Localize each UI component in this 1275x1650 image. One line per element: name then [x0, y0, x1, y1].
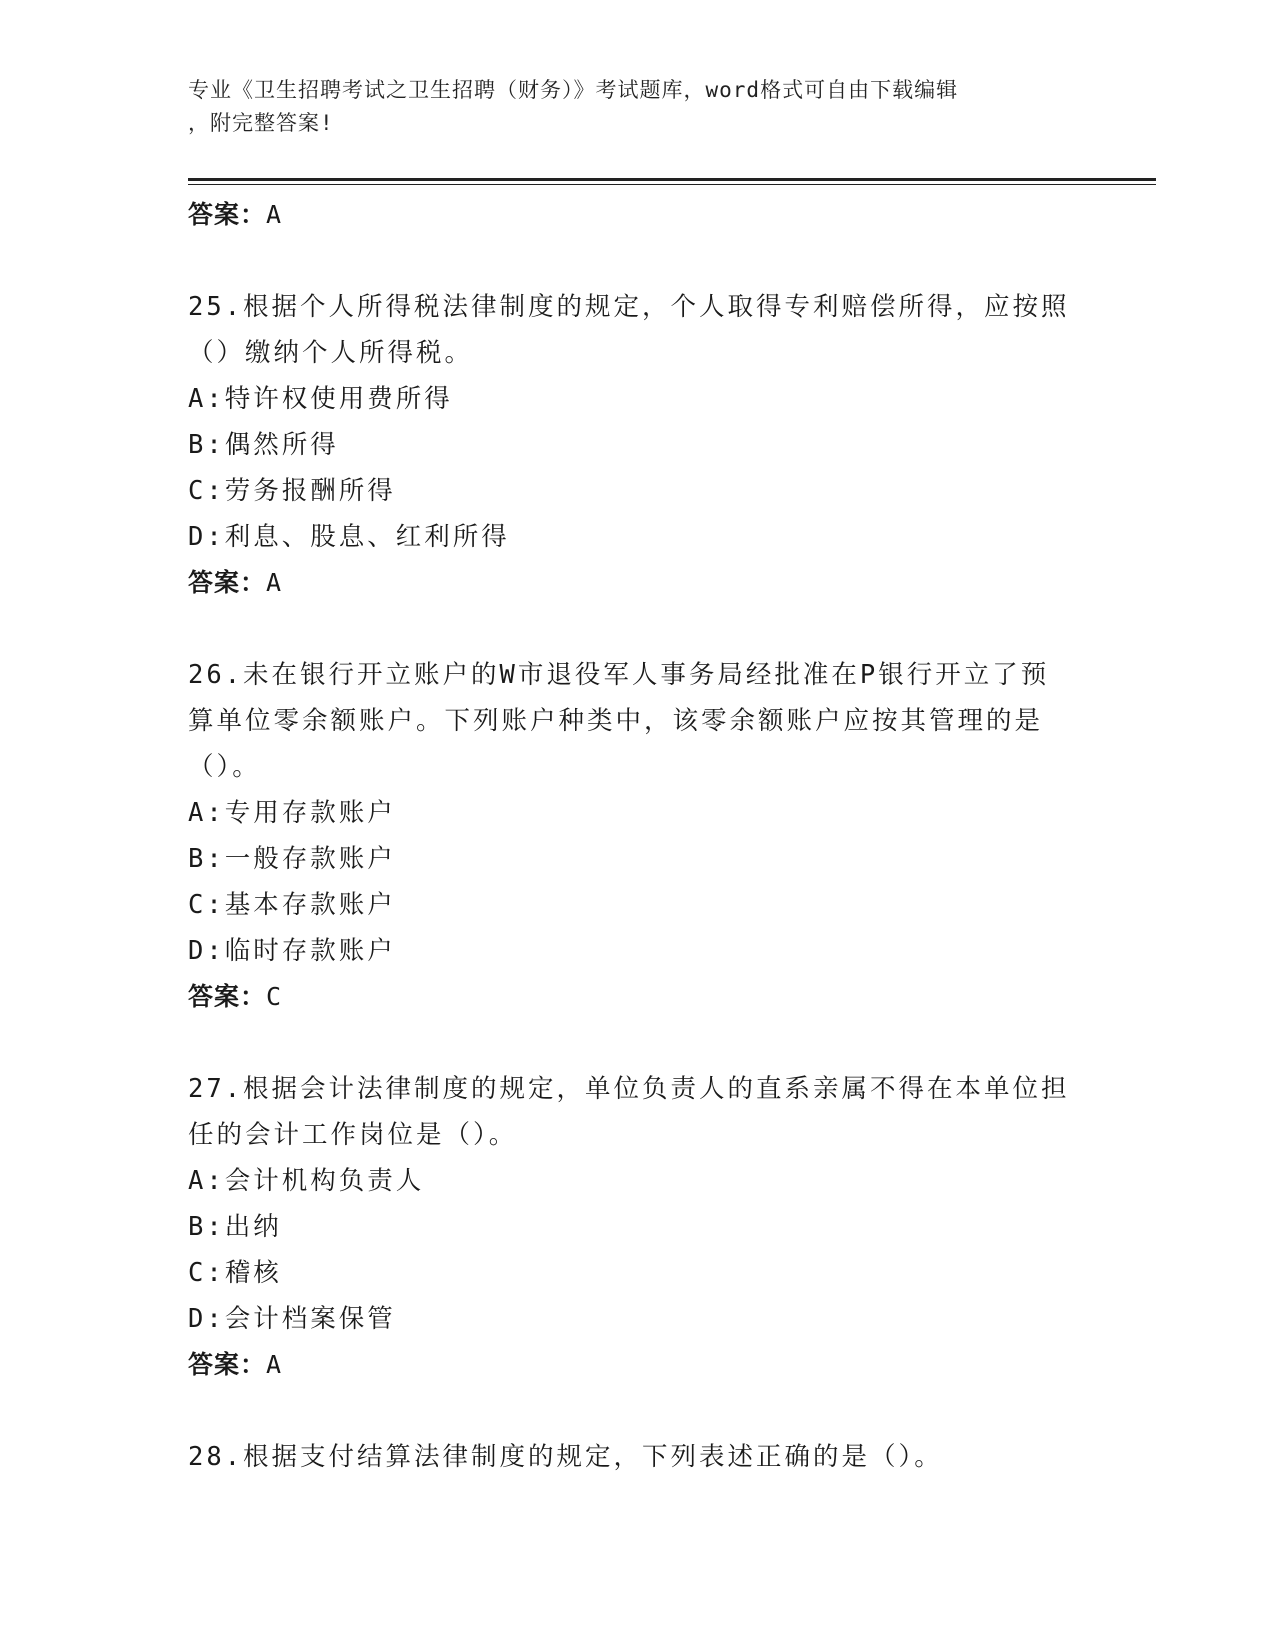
question-block — [188, 284, 1088, 606]
answer-value: A — [266, 568, 283, 597]
question-text-line: 25.根据个人所得税法律制度的规定，个人取得专利赔偿所得，应按照 — [188, 292, 1070, 322]
option-a: A:专用存款账户 — [188, 798, 396, 828]
spacer — [188, 238, 1088, 284]
answer-line — [188, 974, 1088, 1020]
option-d: D:利息、股息、红利所得 — [188, 522, 510, 552]
header-rule-thick — [188, 178, 1156, 181]
option-a: A:特许权使用费所得 — [188, 384, 453, 414]
option-b: B:一般存款账户 — [188, 844, 396, 874]
answer-label: 答案： — [188, 1350, 267, 1379]
answer-value: A — [266, 1350, 283, 1379]
answer-label: 答案： — [188, 200, 267, 229]
answer-line — [188, 1342, 1088, 1388]
question-block — [188, 1434, 1088, 1480]
spacer — [188, 606, 1088, 652]
option-c: C:基本存款账户 — [188, 890, 396, 920]
option-c: C:劳务报酬所得 — [188, 476, 396, 506]
option-c: C:稽核 — [188, 1258, 282, 1288]
answer-value: A — [266, 200, 283, 229]
spacer — [188, 1388, 1088, 1434]
question-content — [188, 192, 1088, 1480]
answer-value: C — [266, 982, 283, 1011]
header-rule-thin — [188, 184, 1156, 185]
option-b: B:偶然所得 — [188, 430, 339, 460]
question-block — [188, 1066, 1088, 1388]
answer-line — [188, 560, 1088, 606]
answer-line — [188, 192, 1088, 238]
option-d: D:会计档案保管 — [188, 1304, 396, 1334]
answer-label: 答案： — [188, 982, 267, 1011]
page-header — [188, 74, 1068, 140]
answer-label: 答案： — [188, 568, 267, 597]
spacer — [188, 1020, 1088, 1066]
question-text-line: （）缴纳个人所得税。 — [188, 338, 474, 368]
question-text-line: 任的会计工作岗位是（）。 — [188, 1120, 518, 1150]
option-b: B:出纳 — [188, 1212, 282, 1242]
header-line-1: 专业《卫生招聘考试之卫生招聘（财务）》考试题库，word格式可自由下载编辑 — [188, 78, 959, 102]
question-text-line: （）。 — [188, 752, 261, 782]
question-block — [188, 652, 1088, 1020]
header-line-2: ，附完整答案! — [188, 111, 334, 135]
question-text-line: 算单位零余额账户。下列账户种类中，该零余额账户应按其管理的是 — [188, 706, 1044, 736]
question-text-line: 27.根据会计法律制度的规定，单位负责人的直系亲属不得在本单位担 — [188, 1074, 1070, 1104]
option-d: D:临时存款账户 — [188, 936, 396, 966]
question-text-line: 26.未在银行开立账户的W市退役军人事务局经批准在P银行开立了预 — [188, 660, 1050, 690]
question-text-line: 28.根据支付结算法律制度的规定，下列表述正确的是（）。 — [188, 1442, 943, 1472]
option-a: A:会计机构负责人 — [188, 1166, 425, 1196]
